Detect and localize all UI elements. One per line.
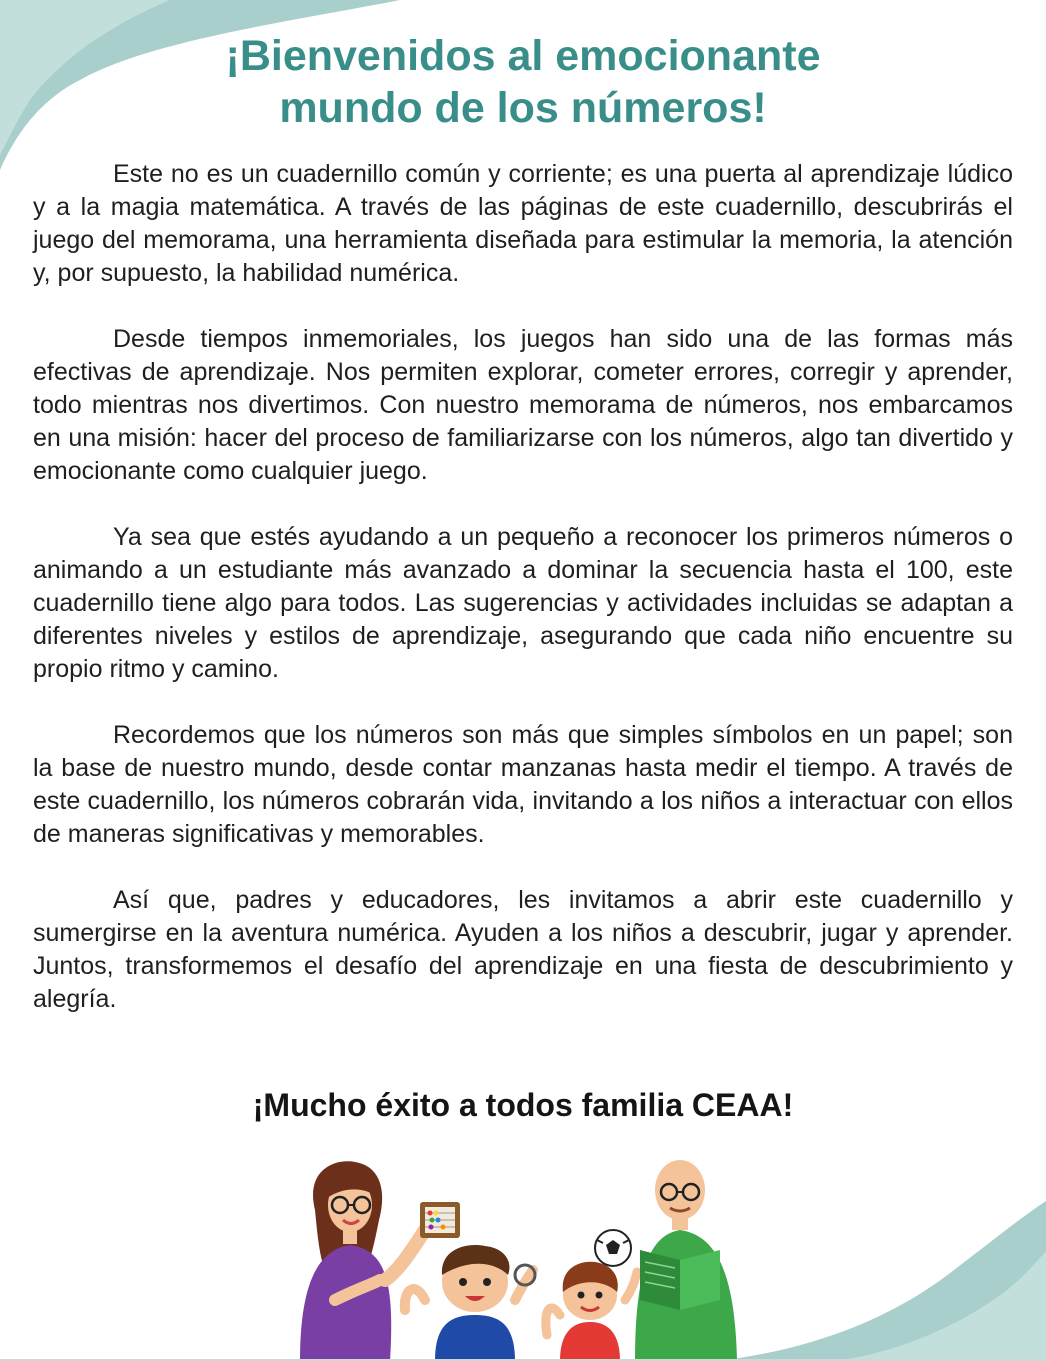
page-title [0,30,1046,134]
family-illustration [275,1150,755,1361]
abacus-icon [420,1202,460,1238]
girl-child-icon [546,1262,637,1361]
paragraph-3: Ya sea que estés ayudando a un pequeño a reconocer los primeros números o animando a un estudiante más avanzado a dominar la secuencia hasta el 100, este cuadernillo tiene algo para todos. Las sugerencias y actividades incluidas se adaptan a diferentes niveles y estilos de aprendizaje, asegurando que cada niño encuentre su propio ritmo y camino. [33,523,1013,683]
body-text [33,158,1013,1049]
woman-teacher-icon [300,1161,425,1361]
paragraph-5: Así que, padres y educadores, les invitamos a abrir este cuadernillo y sumergirse en la aventura numérica. Ayuden a los niños a descubrir, jugar y aprender. Juntos, transformemos el desafío del aprendizaje en una fiesta de descubrimiento y alegría. [33,886,1013,1013]
paragraph-4: Recordemos que los números son más que simples símbolos en un papel; son la base de nuestro mundo, desde contar manzanas hasta medir el tiempo. A través de este cuadernillo, los números cobrarán vida, invitando a los niños a interactuar con ellos de maneras significativas y memorables. [33,721,1013,848]
boy-with-magnifier-icon [405,1245,535,1361]
man-reading-book-icon [635,1160,737,1361]
title-line-2: mundo de los números! [279,84,767,132]
bottom-right-wave-decoration [716,1201,1046,1361]
closing-message: ¡Mucho éxito a todos familia CEAA! [252,1087,794,1123]
title-line-1: ¡Bienvenidos al emocionante [225,32,821,80]
paragraph-1: Este no es un cuadernillo común y corriente; es una puerta al aprendizaje lúdico y a la magia matemática. A través de las páginas de este cuadernillo, descubrirás el juego del memorama, una herramienta diseñada para estimular la memoria, la atención y, por supuesto, la habilidad numérica. [33,160,1013,287]
soccer-ball-icon [595,1230,631,1266]
paragraph-2: Desde tiempos inmemoriales, los juegos han sido una de las formas más efectivas de aprendizaje. Nos permiten explorar, cometer errores, corregir y aprender, todo mientras nos divertimos. Con nuestro memorama de números, nos embarcamos en una misión: hacer del proceso de familiarizarse con los números, algo tan divertido y emocionante como cualquier juego. [33,325,1013,485]
